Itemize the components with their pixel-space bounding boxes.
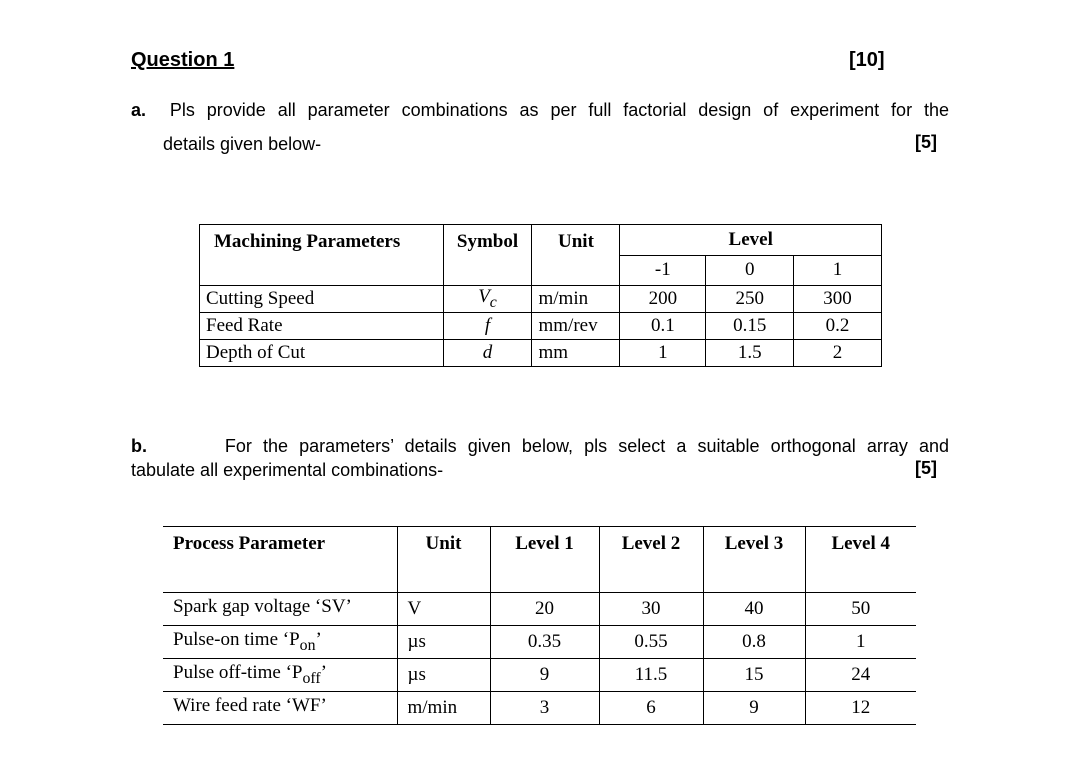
header-process-parameter: Process Parameter <box>163 527 397 593</box>
table-row <box>163 692 916 725</box>
part-a-line2: details given below- <box>163 134 322 154</box>
level-header: -1 <box>620 255 706 286</box>
level-value: 250 <box>706 286 794 313</box>
part-b-line1 <box>131 434 949 458</box>
process-param-unit: µs <box>397 626 490 659</box>
level-value: 24 <box>805 659 916 692</box>
header-level-4: Level 4 <box>805 527 916 593</box>
level-value: 9 <box>490 659 599 692</box>
process-param-unit: m/min <box>397 692 490 725</box>
param-unit: mm/rev <box>532 313 620 340</box>
level-value: 1 <box>620 340 706 367</box>
table-row <box>163 659 916 692</box>
question-title: Question 1 <box>131 49 235 71</box>
header-machining-parameters: Machining Parameters <box>200 225 444 286</box>
level-value: 0.2 <box>794 313 882 340</box>
header-unit: Unit <box>532 225 620 286</box>
level-value: 11.5 <box>599 659 703 692</box>
process-param-unit: V <box>397 593 490 626</box>
level-value: 30 <box>599 593 703 626</box>
level-header: 1 <box>794 255 882 286</box>
level-value: 3 <box>490 692 599 725</box>
part-b-marks: [5] <box>915 458 937 478</box>
question-marks: [10] <box>849 49 885 71</box>
part-a-text: Pls provide all parameter combinations as per full factorial design of experiment for the <box>169 100 949 120</box>
level-value: 9 <box>703 692 805 725</box>
header-level-3: Level 3 <box>703 527 805 593</box>
param-symbol: f <box>443 313 532 340</box>
part-b-label: b. <box>131 436 147 456</box>
param-symbol: $V_c$ <box>443 286 532 313</box>
process-param-name: Pulse-on time ‘$P_{on}$’ <box>163 626 397 659</box>
level-value: 0.55 <box>599 626 703 659</box>
level-value: 1.5 <box>706 340 794 367</box>
level-value: 40 <box>703 593 805 626</box>
level-header: 0 <box>706 255 794 286</box>
table-row <box>200 313 882 340</box>
header-unit: Unit <box>397 527 490 593</box>
param-name: Depth of Cut <box>200 340 444 367</box>
header-level: Level <box>620 225 882 256</box>
machining-parameters-table <box>199 224 882 367</box>
level-value: 200 <box>620 286 706 313</box>
table-row <box>200 286 882 313</box>
header-level-1: Level 1 <box>490 527 599 593</box>
level-value: 50 <box>805 593 916 626</box>
level-value: 2 <box>794 340 882 367</box>
header-level-2: Level 2 <box>599 527 703 593</box>
part-b-text: For the parameters’ details given below, pls select a suitable orthogonal array and <box>224 436 949 456</box>
part-a-marks: [5] <box>915 132 937 152</box>
level-value: 1 <box>805 626 916 659</box>
level-value: 0.35 <box>490 626 599 659</box>
level-value: 0.8 <box>703 626 805 659</box>
part-b-line2: tabulate all experimental combinations- <box>131 460 444 480</box>
param-name: Feed Rate <box>200 313 444 340</box>
level-value: 12 <box>805 692 916 725</box>
part-a-label: a. <box>131 100 147 120</box>
param-unit: m/min <box>532 286 620 313</box>
param-name: Cutting Speed <box>200 286 444 313</box>
part-a-line1 <box>131 98 949 122</box>
level-value: 0.15 <box>706 313 794 340</box>
level-value: 15 <box>703 659 805 692</box>
process-param-unit: µs <box>397 659 490 692</box>
param-symbol: d <box>443 340 532 367</box>
process-param-name: Pulse off-time ‘$P_{off}$’ <box>163 659 397 692</box>
process-param-name: Spark gap voltage ‘SV’ <box>163 593 397 626</box>
header-symbol: Symbol <box>443 225 532 286</box>
param-unit: mm <box>532 340 620 367</box>
level-value: 20 <box>490 593 599 626</box>
level-value: 0.1 <box>620 313 706 340</box>
level-value: 6 <box>599 692 703 725</box>
table-row <box>163 593 916 626</box>
process-parameters-table <box>163 526 916 725</box>
table-row <box>163 626 916 659</box>
level-value: 300 <box>794 286 882 313</box>
process-param-name: Wire feed rate ‘WF’ <box>163 692 397 725</box>
table-row <box>200 340 882 367</box>
